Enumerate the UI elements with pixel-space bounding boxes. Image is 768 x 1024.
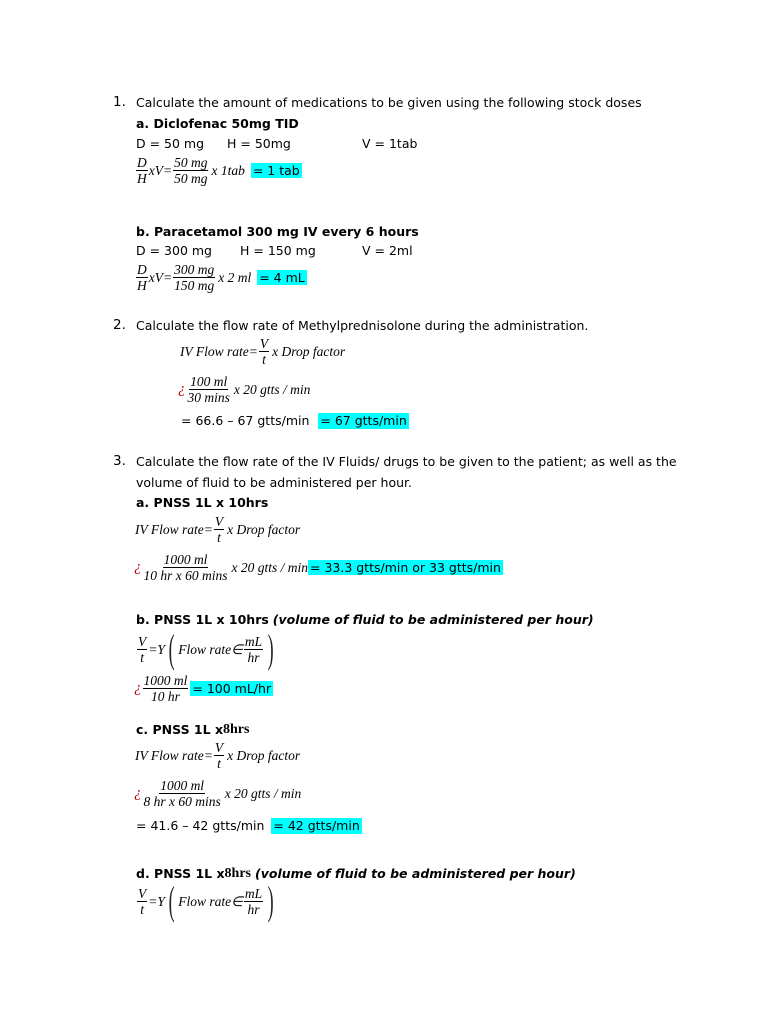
q3c-formula: IV Flow rate= $\frac{V}{t}$ x Drop factor (135, 740, 301, 771)
q3b-answer: = 100 mL/hr (192, 681, 272, 696)
q1a-have: H = 50mg (227, 136, 291, 151)
q1a-formula: $\frac{D}{H}$ xV= $\frac{50 mg}{50 mg}$ x 1tab = 1 tab (137, 155, 300, 186)
q1b-have: H = 150 mg (240, 243, 316, 258)
q1a-answer: = 1 tab (252, 163, 300, 178)
question-1-number: 1. (113, 94, 126, 110)
q3d-title: d. PNSS 1L x 8hrs (volume of fluid to be administered per hour) (136, 866, 576, 881)
q3c-calculation: ¿ $\frac{1000 ml}{\text{8 hr x 60 mins}}$ x 20 gtts / min (134, 778, 302, 809)
q2-answer: = 67 gtts/min (320, 413, 407, 428)
question-2-text: Calculate the flow rate of Methylprednisolone during the administration. (136, 318, 589, 333)
q1b-title: b. Paracetamol 300 mg IV every 6 hours (136, 224, 419, 239)
q3a-answer: = 33.3 gtts/min or 33 gtts/min (310, 560, 501, 575)
q3a-calculation: ¿ $\frac{1000 ml}{\text{10 hr x 60 mins}}$ x 20 gtts / min = 33.3 gtts/min or 33 gtts/min (134, 552, 501, 583)
q3c-title: c. PNSS 1L x 8hrs (136, 722, 250, 737)
q1a-vehicle: V = 1tab (362, 136, 418, 151)
q3c-answer: = 42 gtts/min (273, 818, 360, 833)
question-3-number: 3. (113, 453, 126, 469)
q1b-vehicle: V = 2ml (362, 243, 413, 258)
q3a-title: a. PNSS 1L x 10hrs (136, 495, 269, 510)
q3b-formula: $\frac{V}{t}$ =Y ( Flow rate∈ $\frac{mL}{hr}$ ) (138, 626, 274, 671)
q3b-title: b. PNSS 1L x 10hrs (volume of fluid to be administered per hour) (136, 612, 594, 627)
inverted-question-glyph: ¿ (134, 785, 142, 801)
q1b-formula: $\frac{D}{H}$ xV= $\frac{300 mg}{150 mg}$ x 2 ml = 4 mL (137, 262, 305, 293)
inverted-question-glyph: ¿ (134, 559, 142, 575)
question-1-text: Calculate the amount of medications to be given using the following stock doses (136, 95, 642, 110)
q1a-dose: D = 50 mg (136, 136, 205, 151)
q3c-result: = 41.6 – 42 gtts/min = 42 gtts/min (136, 818, 360, 833)
inverted-question-glyph: ¿ (134, 680, 142, 696)
q3a-formula: IV Flow rate= $\frac{V}{t}$ x Drop factor (135, 514, 301, 545)
q3b-calculation: ¿ $\frac{1000 ml}{10 hr}$ = 100 mL/hr (134, 673, 272, 704)
q2-result: = 66.6 – 67 gtts/min = 67 gtts/min (181, 413, 407, 428)
q1b-answer: = 4 mL (259, 270, 305, 285)
question-3-text-line2: volume of fluid to be administered per hour. (136, 475, 413, 490)
q1a-title: a. Diclofenac 50mg TID (136, 116, 299, 131)
inverted-question-glyph: ¿ (178, 381, 186, 397)
q2-calculation: ¿ $\frac{100 ml}{30 \min s}$ x 20 gtts / min (178, 374, 311, 405)
question-2-number: 2. (113, 317, 126, 333)
q1b-dose: D = 300 mg (136, 243, 212, 258)
q2-formula: IV Flow rate= $\frac{V}{t}$ x Drop factor (180, 336, 346, 367)
question-3-text-line1: Calculate the flow rate of the IV Fluids/ drugs to be given to the patient; as well as the (136, 454, 677, 469)
q3d-formula: $\frac{V}{t}$ =Y ( Flow rate∈ $\frac{mL}{hr}$ ) (138, 878, 274, 923)
